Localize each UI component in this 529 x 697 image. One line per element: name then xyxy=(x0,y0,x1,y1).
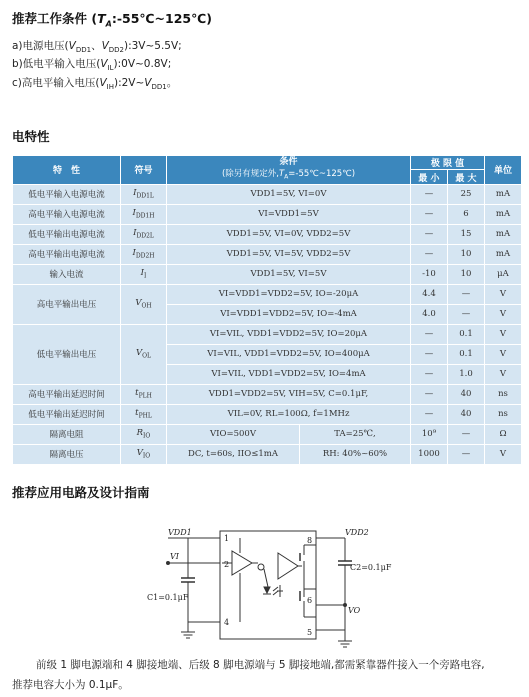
unit-cell: V xyxy=(485,344,522,364)
min-cell: — xyxy=(411,324,448,344)
condition-cell: VI=VIL, VDD1=VDD2=5V, IO=20μA xyxy=(167,324,411,344)
cond-c-sub1: IH xyxy=(106,83,114,92)
cond-a-suffix: ):3V~5.5V; xyxy=(123,40,182,52)
symbol-cell xyxy=(121,384,167,404)
output-buffer-icon xyxy=(278,553,298,579)
min-cell: — xyxy=(411,244,448,264)
header-conditions xyxy=(167,156,411,185)
symbol-main: V xyxy=(135,298,142,309)
symbol-main: I xyxy=(132,248,136,259)
conditions-heading-temp-symbol: T xyxy=(97,11,106,26)
led-node-icon xyxy=(258,564,264,570)
condition-cell: VDD1=5V, VI=5V, VDD2=5V xyxy=(167,244,411,264)
conditions-heading-open: ( xyxy=(91,11,98,26)
condition-part-b: RH: 40%~60% xyxy=(322,449,388,460)
condition-cell: VI=VIL, VDD1=VDD2=5V, IO=4mA xyxy=(167,364,411,384)
min-cell: 4.4 xyxy=(411,284,448,304)
condition-cell: VI=VDD1=VDD2=5V, IO=-20μA xyxy=(167,284,411,304)
unit-cell: V xyxy=(485,444,522,464)
symbol-sub: PHL xyxy=(138,413,152,421)
param-cell: 低电平输出电压 xyxy=(13,324,121,384)
max-cell: 25 xyxy=(448,184,485,204)
symbol-main: I xyxy=(133,188,137,199)
condition-cell xyxy=(167,424,411,444)
symbol-cell xyxy=(121,184,167,204)
max-cell: 15 xyxy=(448,224,485,244)
unit-cell: mA xyxy=(485,184,522,204)
input-terminal-icon xyxy=(167,562,170,565)
cond-a-prefix: a)电源电压( xyxy=(12,40,69,52)
condition-cell: VI=VIL, VDD1=VDD2=5V, IO=400μA xyxy=(167,344,411,364)
max-cell: 0.1 xyxy=(448,344,485,364)
symbol-sub: IO xyxy=(142,453,151,461)
symbol-main: V xyxy=(135,348,143,359)
unit-cell: ns xyxy=(485,404,522,424)
pin-4-label: 4 xyxy=(224,618,230,627)
electrical-characteristics-table xyxy=(12,155,522,465)
header-limit: 极 限 值 xyxy=(411,156,485,170)
max-cell: 10 xyxy=(448,244,485,264)
pin-6-label: 6 xyxy=(307,596,313,605)
cond-c-sym2: V xyxy=(144,77,152,89)
cond-c-suffix: 。 xyxy=(166,77,178,89)
cond-b-prefix: b)低电平输入电压( xyxy=(12,58,101,70)
symbol-cell xyxy=(121,224,167,244)
param-cell: 隔离电阻 xyxy=(13,424,121,444)
min-cell: — xyxy=(411,224,448,244)
symbol-main: R xyxy=(136,428,144,439)
param-cell: 隔离电压 xyxy=(13,444,121,464)
max-cell: 6 xyxy=(448,204,485,224)
table-row xyxy=(13,264,522,284)
c1-label: C1=0.1μF xyxy=(147,593,189,602)
max-cell: 0.1 xyxy=(448,324,485,344)
condition-cell: VI=VDD1=5V xyxy=(167,204,411,224)
symbol-sub: IO xyxy=(143,433,151,441)
symbol-sub: PLH xyxy=(138,393,152,401)
min-cell: 4.0 xyxy=(411,304,448,324)
header-symbol: 符号 xyxy=(121,156,167,185)
max-cell: — xyxy=(448,304,485,324)
condition-cell: VDD1=5V, VI=0V xyxy=(167,184,411,204)
symbol-cell xyxy=(121,444,167,464)
symbol-sub: DD1H xyxy=(135,213,155,221)
max-cell: 40 xyxy=(448,404,485,424)
pin-2-label: 2 xyxy=(224,560,230,569)
min-cell: — xyxy=(411,364,448,384)
conditions-heading-range: :-55℃~125℃) xyxy=(111,11,212,26)
min-cell: — xyxy=(411,204,448,224)
symbol-cell xyxy=(121,264,167,284)
unit-cell: V xyxy=(485,304,522,324)
condition-cell: VDD1=VDD2=5V, VIH=5V, C=0.1μF, xyxy=(167,384,411,404)
pin-8-label: 8 xyxy=(307,536,313,545)
led-icon xyxy=(264,587,270,593)
header-param: 特 性 xyxy=(13,156,121,185)
unit-cell: mA xyxy=(485,244,522,264)
param-cell: 高电平输出延迟时间 xyxy=(13,384,121,404)
vo-label: VO xyxy=(348,606,361,615)
symbol-sub: OL xyxy=(142,353,152,361)
symbol-cell xyxy=(121,204,167,224)
table-row xyxy=(13,244,522,264)
condition-part-a: VIO=500V xyxy=(167,425,300,444)
param-cell: 高电平输出电压 xyxy=(13,284,121,324)
param-cell: 输入电流 xyxy=(13,264,121,284)
conditions-heading-temp-sub: A xyxy=(105,19,112,29)
symbol-main: t xyxy=(135,408,139,419)
input-buffer-icon xyxy=(232,551,252,575)
condition-high-input-voltage xyxy=(12,75,177,91)
max-cell: 40 xyxy=(448,384,485,404)
table-row xyxy=(13,204,522,224)
unit-cell: V xyxy=(485,364,522,384)
unit-cell: mA xyxy=(485,224,522,244)
header-cond-range: =-55℃~125℃) xyxy=(288,169,356,179)
pin-1-label: 1 xyxy=(224,534,230,543)
pin-5-label: 5 xyxy=(307,628,313,637)
symbol-cell xyxy=(121,424,167,444)
condition-part-b: TA=25℃, xyxy=(334,429,376,440)
output-terminal-icon xyxy=(344,604,347,607)
symbol-main: V xyxy=(136,448,143,459)
param-cell: 低电平输出延迟时间 xyxy=(13,404,121,424)
electrical-heading: 电特性 xyxy=(12,129,50,144)
min-cell: — xyxy=(411,384,448,404)
param-cell: 高电平输入电源电流 xyxy=(13,204,121,224)
max-cell: 1.0 xyxy=(448,364,485,384)
unit-cell: V xyxy=(485,324,522,344)
c2-label: C2=0.1μF xyxy=(350,563,392,572)
application-heading: 推荐应用电路及设计指南 xyxy=(12,485,150,500)
param-cell: 高电平输出电源电流 xyxy=(13,244,121,264)
condition-supply-voltage xyxy=(12,38,182,54)
condition-cell: VDD1=5V, VI=0V, VDD2=5V xyxy=(167,224,411,244)
cond-c-sub2: DD1 xyxy=(151,83,167,92)
max-cell: — xyxy=(448,424,485,444)
vi-label: VI xyxy=(170,552,179,561)
table-row xyxy=(13,404,522,424)
header-max: 最 大 xyxy=(448,170,485,184)
unit-cell: mA xyxy=(485,204,522,224)
conditions-heading xyxy=(12,9,212,29)
cond-c-sym1: V xyxy=(99,77,107,89)
symbol-sub: I xyxy=(143,273,147,281)
conditions-heading-label: 推荐工作条件 xyxy=(12,11,88,26)
design-note xyxy=(12,655,522,695)
max-cell: — xyxy=(448,444,485,464)
symbol-main: I xyxy=(132,208,136,219)
cond-a-sym1: V xyxy=(68,40,76,52)
symbol-sub: DD1L xyxy=(136,193,154,201)
design-note-line1: 前级 1 脚电源端和 4 脚接地端、后级 8 脚电源端与 5 脚接地端,都需紧靠器件接入一个旁路电容, xyxy=(36,659,485,671)
min-cell: 10⁹ xyxy=(411,424,448,444)
min-cell: 1000 xyxy=(411,444,448,464)
symbol-cell xyxy=(121,324,167,384)
condition-low-input-voltage xyxy=(12,56,171,72)
table-row xyxy=(13,384,522,404)
header-cond-title: 条件 xyxy=(279,157,298,167)
table-row xyxy=(13,424,522,444)
table-row xyxy=(13,224,522,244)
condition-cell: VIL=0V, RL=100Ω, f=1MHz xyxy=(167,404,411,424)
symbol-sub: OH xyxy=(141,303,152,311)
condition-cell: VI=VDD1=VDD2=5V, IO=-4mA xyxy=(167,304,411,324)
table-row xyxy=(13,184,522,204)
vdd1-label: VDD1 xyxy=(168,528,192,537)
cond-a-sym2: V xyxy=(101,40,109,52)
header-cond-sub-text: (除另有规定外, xyxy=(221,169,279,179)
min-cell: — xyxy=(411,404,448,424)
symbol-sub: DD2H xyxy=(135,253,155,261)
unit-cell: Ω xyxy=(485,424,522,444)
header-cond-sym-sub: A xyxy=(284,173,289,181)
condition-part-a: DC, t=60s, IIO≤1mA xyxy=(167,445,300,464)
cond-b-sym1: V xyxy=(100,58,108,70)
symbol-sub: DD2L xyxy=(136,233,154,241)
design-note-line2: 推荐电容大小为 0.1μF。 xyxy=(12,679,129,691)
cond-c-mid: ):2V~ xyxy=(113,77,145,89)
header-unit: 单位 xyxy=(485,156,522,185)
unit-cell: V xyxy=(485,284,522,304)
symbol-cell xyxy=(121,284,167,324)
table-row xyxy=(13,444,522,464)
unit-cell: ns xyxy=(485,384,522,404)
param-cell: 低电平输入电源电流 xyxy=(13,184,121,204)
symbol-main: I xyxy=(140,268,144,279)
max-cell: — xyxy=(448,284,485,304)
min-cell: — xyxy=(411,184,448,204)
condition-cell xyxy=(167,444,411,464)
symbol-main: I xyxy=(133,228,137,239)
param-cell: 低电平输出电源电流 xyxy=(13,224,121,244)
cond-a-sub1: DD1 xyxy=(75,46,92,55)
table-row xyxy=(13,284,522,304)
symbol-cell xyxy=(121,244,167,264)
cond-c-prefix: c)高电平输入电压( xyxy=(12,77,100,89)
header-min: 最 小 xyxy=(411,170,448,184)
application-circuit xyxy=(0,505,529,655)
min-cell: -10 xyxy=(411,264,448,284)
condition-cell: VDD1=5V, VI=5V xyxy=(167,264,411,284)
cond-a-sub2: DD2 xyxy=(108,46,124,55)
min-cell: — xyxy=(411,344,448,364)
symbol-cell xyxy=(121,404,167,424)
header-cond-sub xyxy=(167,168,410,184)
cond-b-suffix: ):0V~0.8V; xyxy=(113,58,172,70)
header-cond-sym: T xyxy=(278,169,285,179)
cond-b-sub1: IL xyxy=(107,64,114,73)
max-cell: 10 xyxy=(448,264,485,284)
cond-a-sep: 、 xyxy=(91,40,102,52)
symbol-main: t xyxy=(135,388,139,399)
vdd2-label: VDD2 xyxy=(345,528,369,537)
table-row xyxy=(13,324,522,344)
unit-cell: μA xyxy=(485,264,522,284)
